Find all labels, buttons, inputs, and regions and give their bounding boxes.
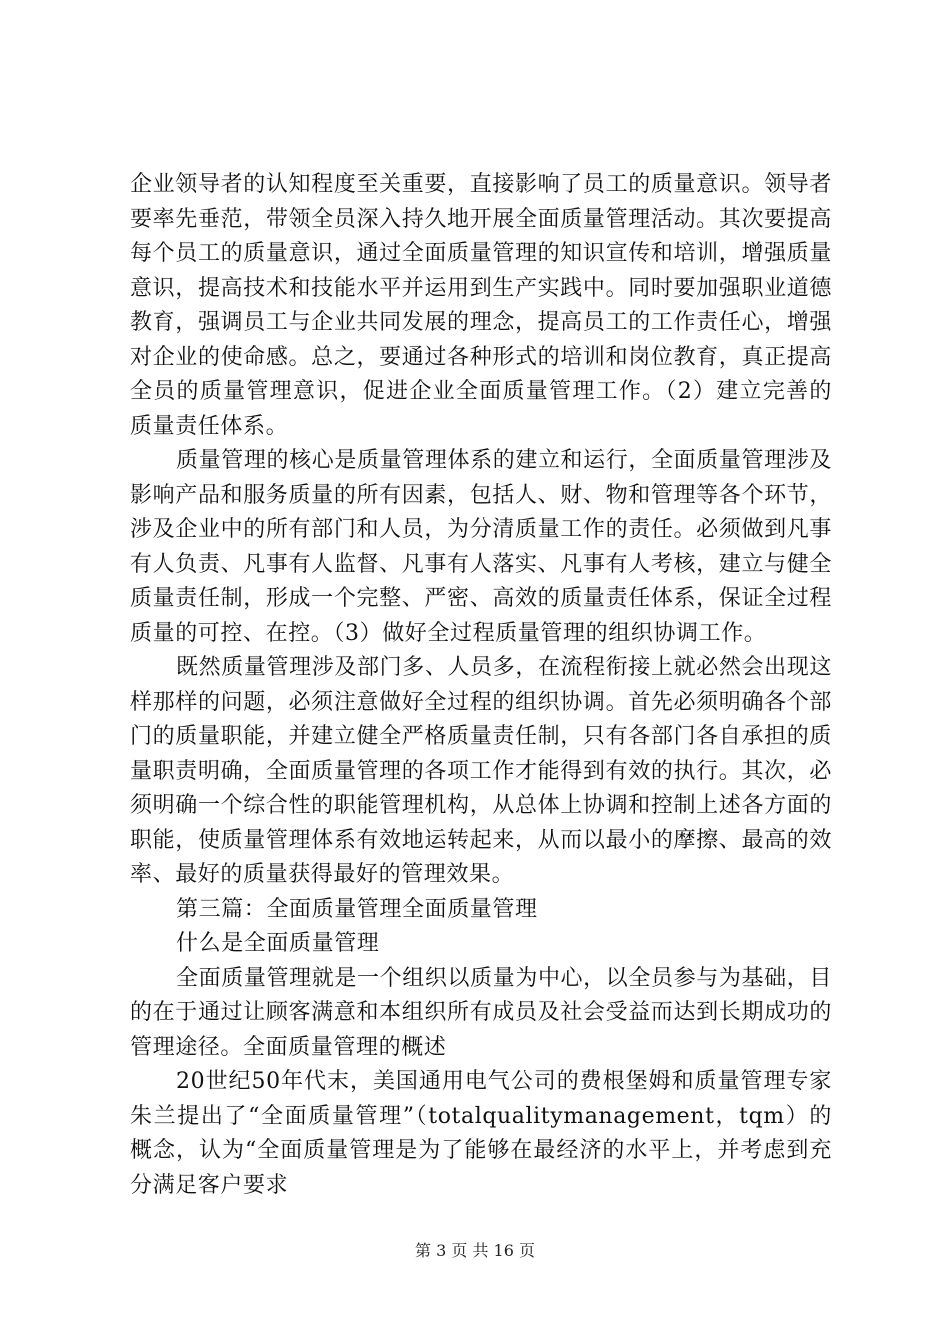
paragraph-1: 企业领导者的认知程度至关重要，直接影响了员工的质量意识。领导者要率先垂范，带领全员深入持久地开展全面质量管理活动。其次要提高每个员工的质量意识，通过全面质量管理的知识宣传和培训，增强质量意识，提高技术和技能水平并运用到生产实践中。同时要加强职业道德教育，强调员工与企业共同发展的理念，提高员工的工作责任心，增强对企业的使命感。总之，要通过各种形式的培训和岗位教育，真正提高全员的质量管理意识，促进企业全面质量管理工作。（2）建立完善的质量责任体系。 xyxy=(130,172,832,439)
paragraph-4: 全面质量管理就是一个组织以质量为中心，以全员参与为基础，目的在于通过让顾客满意和本组织所有成员及社会受益而达到长期成功的管理途径。全面质量管理的概述 xyxy=(130,965,832,1060)
paragraph-3: 既然质量管理涉及部门多、人员多，在流程衔接上就必然会出现这样那样的问题，必须注意做好全过程的组织协调。首先必须明确各个部门的质量职能，并建立健全严格质量责任制，只有各部门各自承担的质量职责明确，全面质量管理的各项工作才能得到有效的执行。其次，必须明确一个综合性的职能管理机构，从总体上协调和控制上述各方面的职能，使质量管理体系有效地运转起来，从而以最小的摩擦、最高的效率、最好的质量获得最好的管理效果。 xyxy=(130,655,832,887)
document-body xyxy=(130,168,832,1203)
paragraph-2: 质量管理的核心是质量管理体系的建立和运行，全面质量管理涉及影响产品和服务质量的所有因素，包括人、财、物和管理等各个环节，涉及企业中的所有部门和人员，为分清质量工作的责任。必须做到凡事有人负责、凡事有人监督、凡事有人落实、凡事有人考核，建立与健全质量责任制，形成一个完整、严密、高效的质量责任体系，保证全过程质量的可控、在控。（3）做好全过程质量管理的组织协调工作。 xyxy=(130,448,832,646)
paragraph-5: 20世纪50年代末，美国通用电气公司的费根堡姆和质量管理专家朱兰提出了“全面质量管理”（totalqualitymanagement，tqm）的概念，认为“全面质量管理是为了能够在最经济的水平上，并考虑到充分满足客户要求 xyxy=(130,1069,832,1198)
page-footer: 第 3 页 共 16 页 xyxy=(415,1241,535,1260)
section-heading: 第三篇：全面质量管理全面质量管理 xyxy=(176,896,538,922)
subheading: 什么是全面质量管理 xyxy=(176,931,380,956)
